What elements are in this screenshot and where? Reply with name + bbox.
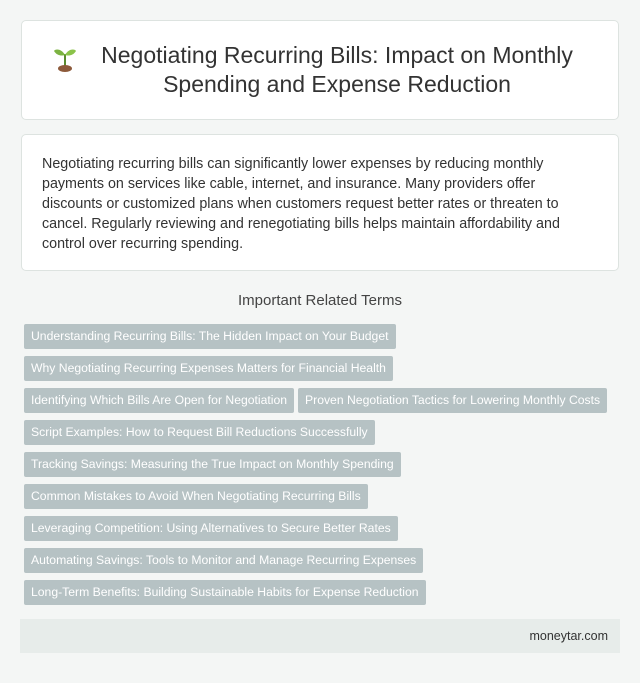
related-term-tag[interactable]: Proven Negotiation Tactics for Lowering Monthly Costs (298, 388, 607, 413)
related-term-tag[interactable]: Understanding Recurring Bills: The Hidden Impact on Your Budget (24, 324, 396, 349)
related-term-tag[interactable]: Automating Savings: Tools to Monitor and Manage Recurring Expenses (24, 548, 423, 573)
summary-text: Negotiating recurring bills can significantly lower expenses by reducing monthly payments on services like cable, internet, and insurance. Many providers offer discounts or customized plans when customers request better rates or threaten to cancel. Regularly reviewing and renegotiating bills helps maintain affordability and control over recurring spending. (42, 156, 560, 252)
page-title: Negotiating Recurring Bills: Impact on Monthly Spending and Expense Reduction (101, 42, 573, 97)
related-term-tag[interactable]: Leveraging Competition: Using Alternatives to Secure Better Rates (24, 516, 398, 541)
related-term-tag[interactable]: Long-Term Benefits: Building Sustainable Habits for Expense Reduction (24, 580, 426, 605)
related-terms-heading: Important Related Terms (238, 292, 402, 309)
footer-site-link[interactable]: moneytar.com (529, 629, 608, 643)
footer (20, 619, 620, 653)
related-term-tag[interactable]: Why Negotiating Recurring Expenses Matters for Financial Health (24, 356, 393, 381)
summary-card (21, 134, 619, 271)
title-card (21, 20, 619, 120)
related-term-tag[interactable]: Script Examples: How to Request Bill Reductions Successfully (24, 420, 375, 445)
related-term-tag[interactable]: Identifying Which Bills Are Open for Negotiation (24, 388, 294, 413)
related-term-tag[interactable]: Common Mistakes to Avoid When Negotiating Recurring Bills (24, 484, 368, 509)
related-term-tag[interactable]: Tracking Savings: Measuring the True Impact on Monthly Spending (24, 452, 401, 477)
